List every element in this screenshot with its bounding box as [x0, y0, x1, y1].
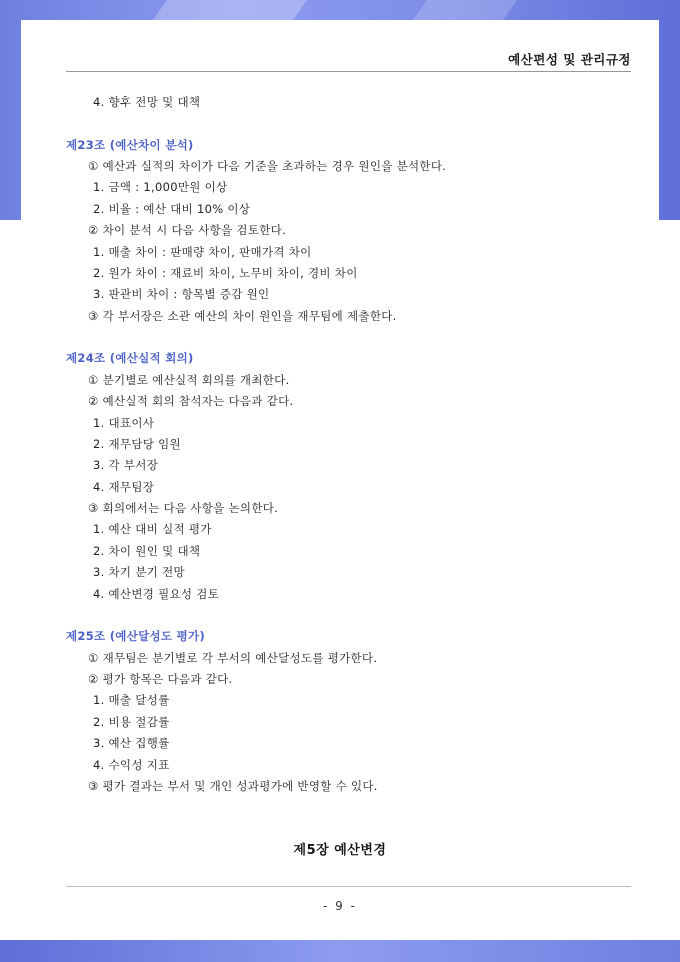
clause-item: ① 예산과 실적의 차이가 다음 기준을 초과하는 경우 원인을 분석한다. [88, 159, 447, 173]
clause-item: ② 평가 항목은 다음과 같다. [88, 672, 233, 686]
list-item: 2. 비용 절감률 [93, 715, 170, 729]
bottom-decorative-band [0, 940, 680, 962]
clause-item: ① 재무팀은 분기별로 각 부서의 예산달성도를 평가한다. [88, 651, 378, 665]
list-item: 4. 예산변경 필요성 검토 [93, 587, 220, 601]
clause-item: ③ 회의에서는 다음 사항을 논의한다. [88, 501, 279, 515]
clause-item: ① 분기별로 예산실적 회의를 개최한다. [88, 373, 290, 387]
list-item: 2. 비율 : 예산 대비 10% 이상 [93, 202, 251, 216]
header-rule [66, 71, 631, 72]
list-item: 3. 차기 분기 전망 [93, 565, 185, 579]
clause-item: ② 차이 분석 시 다음 사항을 검토한다. [88, 223, 287, 237]
running-header: 예산편성 및 관리규정 [508, 52, 631, 67]
list-item: 4. 재무팀장 [93, 480, 155, 494]
clause-item: ③ 평가 결과는 부서 및 개인 성과평가에 반영할 수 있다. [88, 779, 378, 793]
list-item: 4. 수익성 지표 [93, 758, 170, 772]
list-item: 1. 예산 대비 실적 평가 [93, 522, 212, 536]
band-highlight [153, 0, 307, 20]
footer-rule [66, 886, 631, 887]
list-item: 1. 대표이사 [93, 416, 155, 430]
list-item: 3. 각 부서장 [93, 458, 159, 472]
list-item: 2. 재무담당 임원 [93, 437, 181, 451]
list-item: 3. 예산 집행률 [93, 736, 170, 750]
list-item: 1. 매출 달성률 [93, 693, 170, 707]
list-item: 2. 차이 원인 및 대책 [93, 544, 201, 558]
list-item: 3. 판관비 차이 : 항목별 증감 원인 [93, 287, 270, 301]
clause-item: ③ 각 부서장은 소관 예산의 차이 원인을 재무팀에 제출한다. [88, 309, 397, 323]
article-heading-25: 제25조 (예산달성도 평가) [66, 629, 206, 643]
list-item: 1. 금액 : 1,000만원 이상 [93, 180, 228, 194]
document-page [21, 20, 659, 940]
article-heading-23: 제23조 (예산차이 분석) [66, 138, 194, 152]
chapter-heading: 제5장 예산변경 [293, 843, 387, 858]
article-heading-24: 제24조 (예산실적 회의) [66, 351, 194, 365]
band-highlight [413, 0, 517, 20]
clause-item: ② 예산실적 회의 참석자는 다음과 같다. [88, 394, 294, 408]
list-item: 4. 향후 전망 및 대책 [93, 95, 201, 109]
list-item: 2. 원가 차이 : 재료비 차이, 노무비 차이, 경비 차이 [93, 266, 358, 280]
list-item: 1. 매출 차이 : 판매량 차이, 판매가격 차이 [93, 245, 312, 259]
page-number: - 9 - [323, 899, 357, 913]
